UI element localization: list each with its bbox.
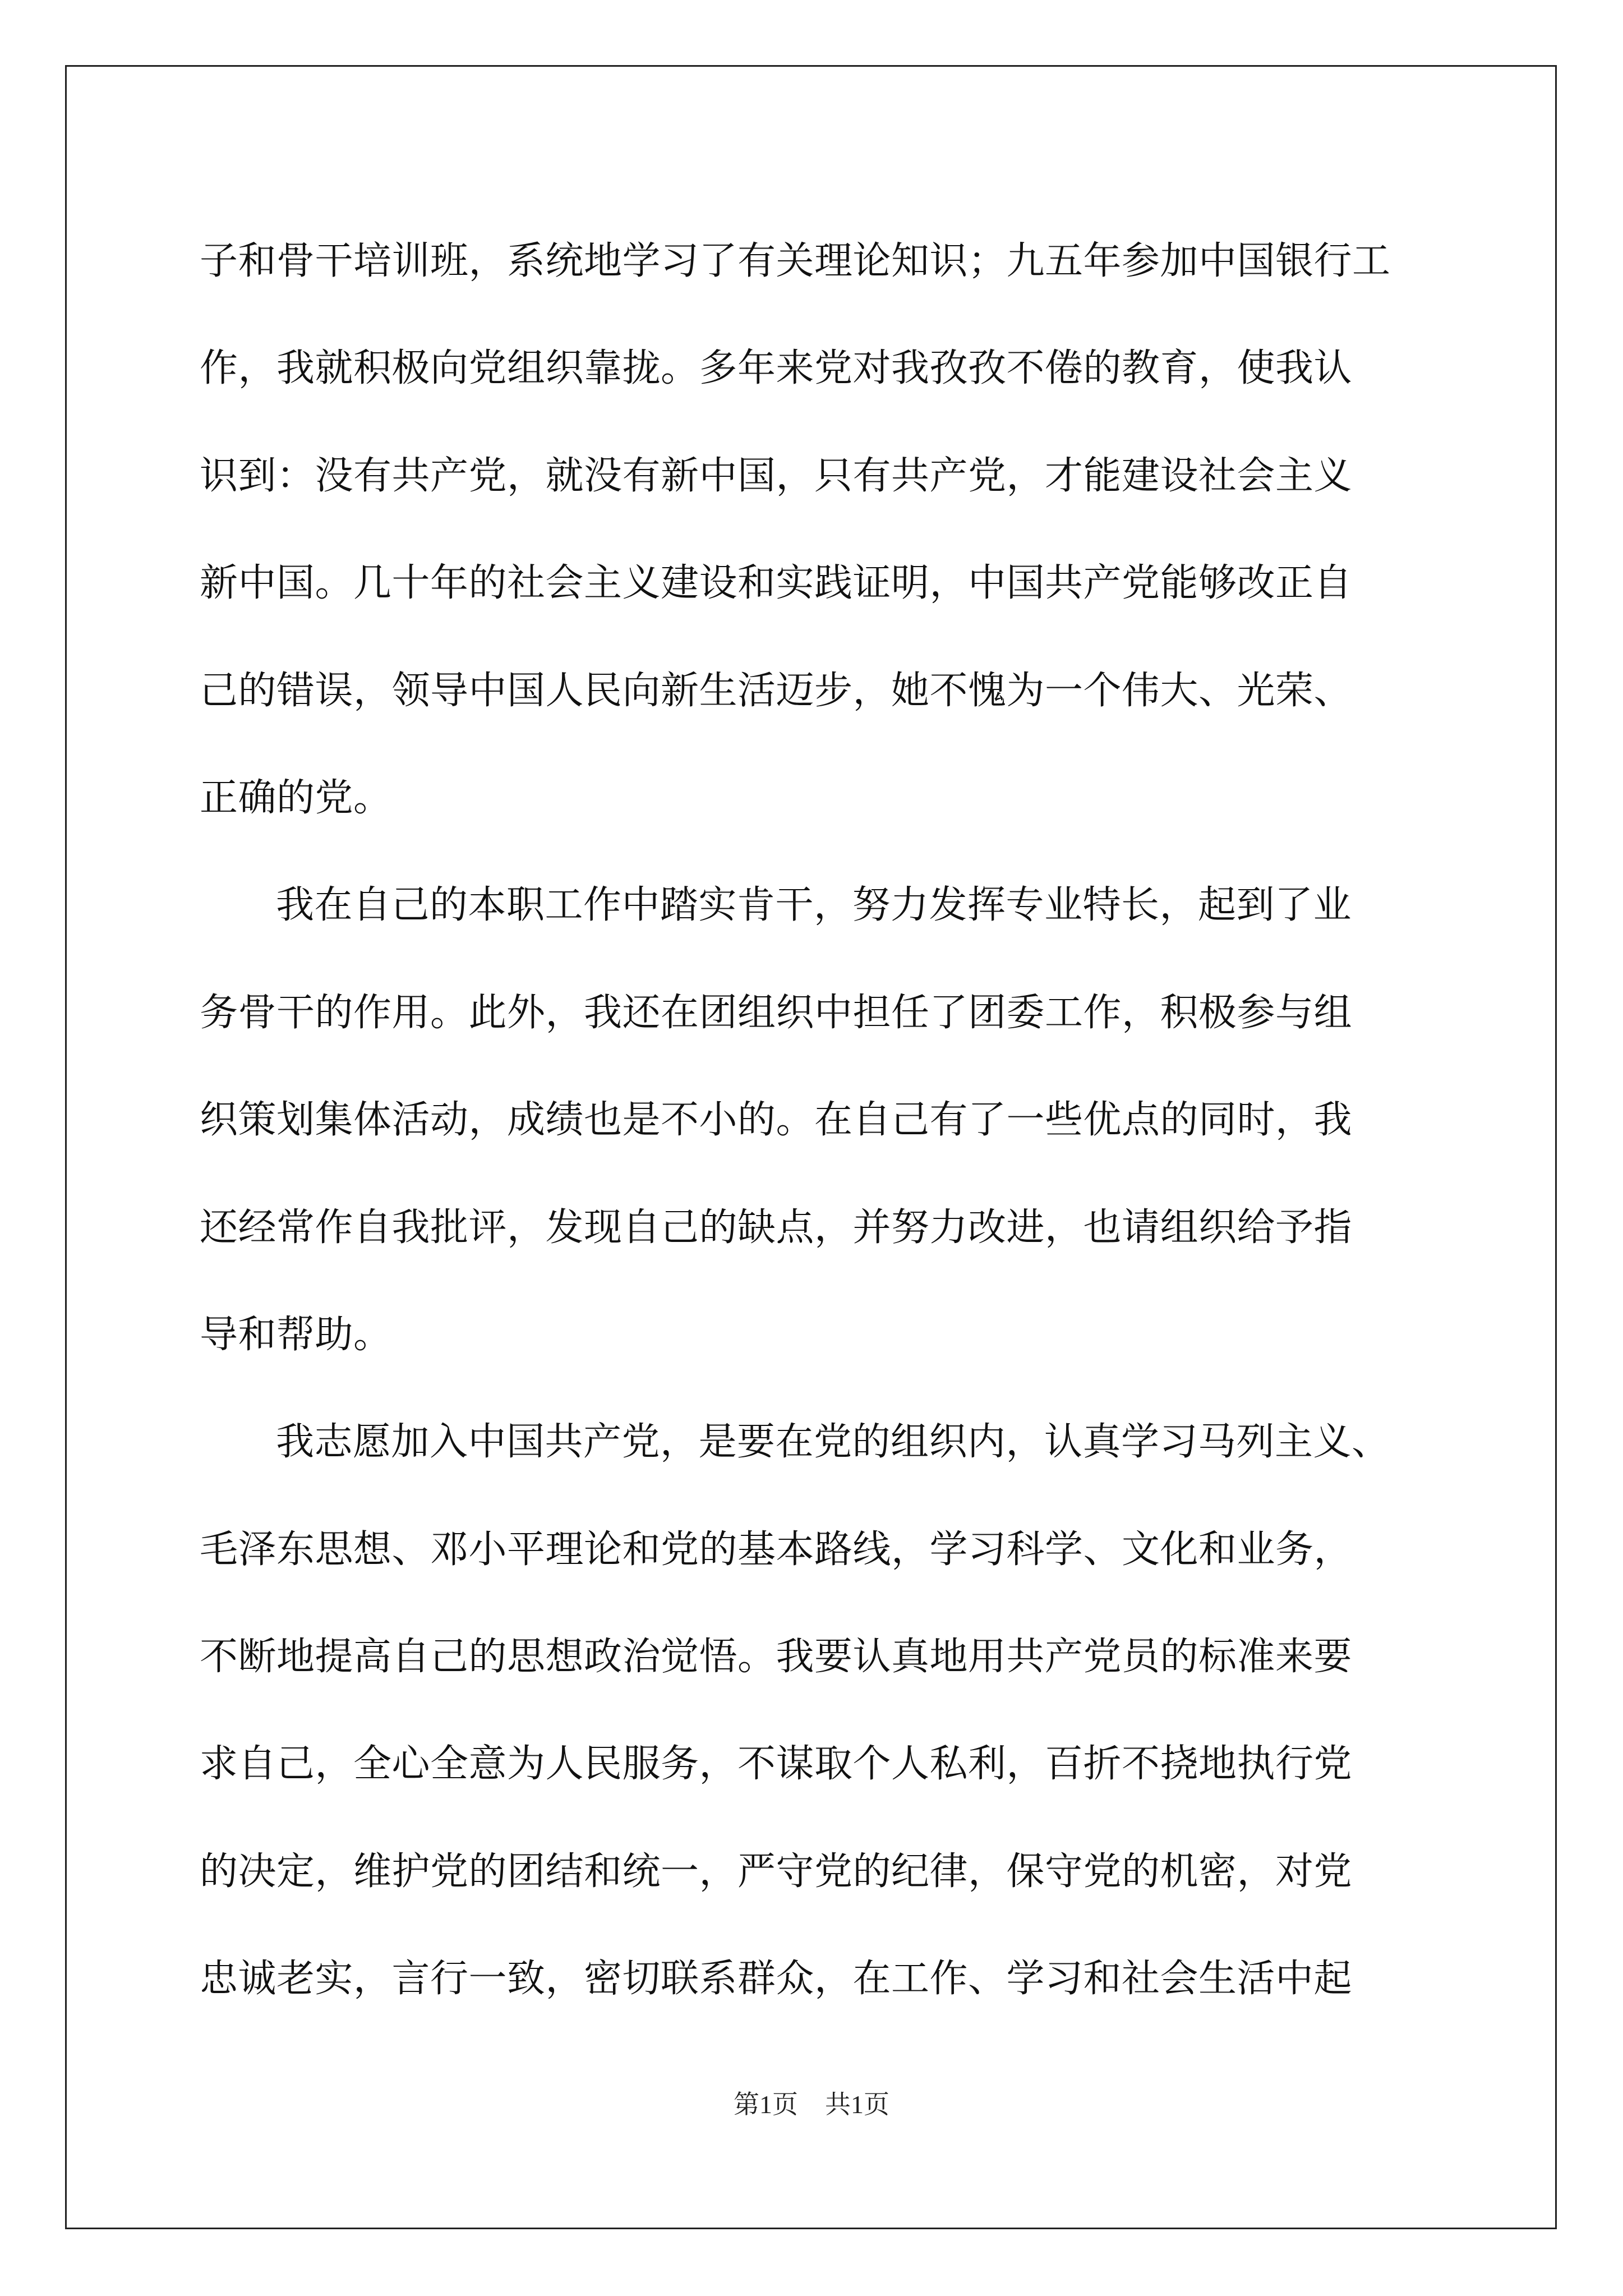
page-number: 第1页 [734, 2090, 798, 2119]
paragraph [200, 1388, 1464, 2032]
text-line: 新中国。几十年的社会主义建设和实践证明，中国共产党能够改正自 [200, 561, 1353, 606]
page-total: 共1页 [825, 2090, 889, 2119]
text-line: 务骨干的作用。此外，我还在团组织中担任了团委工作，积极参与组 [200, 990, 1353, 1035]
paragraph [200, 208, 1464, 852]
text-line: 我志愿加入中国共产党，是要在党的组织内，认真学习马列主义、 [276, 1420, 1390, 1465]
text-line: 毛泽东思想、邓小平理论和党的基本路线，学习科学、文化和业务， [200, 1527, 1353, 1572]
text-line: 的决定，维护党的团结和统一，严守党的纪律，保守党的机密，对党 [200, 1849, 1353, 1894]
page-footer [0, 2084, 1623, 2121]
text-line: 忠诚老实，言行一致，密切联系群众，在工作、学习和社会生活中起 [200, 1957, 1353, 2001]
text-line: 作，我就积极向党组织靠拢。多年来党对我孜孜不倦的教育，使我认 [200, 346, 1353, 391]
text-line: 己的错误，领导中国人民向新生活迈步，她不愧为一个伟大、光荣、 [200, 668, 1353, 713]
text-line: 子和骨干培训班，系统地学习了有关理论知识；九五年参加中国银行工 [200, 239, 1391, 283]
paragraph [200, 852, 1464, 1388]
text-line: 我在自己的本职工作中踏实肯干，努力发挥专业特长，起到了业 [276, 883, 1352, 928]
text-line: 识到：没有共产党，就没有新中国，只有共产党，才能建设社会主义 [200, 453, 1353, 498]
text-line: 不断地提高自己的思想政治觉悟。我要认真地用共产党员的标准来要 [200, 1635, 1353, 1680]
document-body [200, 208, 1464, 2033]
text-line: 导和帮助。 [200, 1312, 392, 1357]
text-line: 求自己，全心全意为人民服务，不谋取个人私利，百折不挠地执行党 [200, 1742, 1353, 1787]
text-line: 正确的党。 [200, 775, 392, 820]
text-line: 还经常作自我批评，发现自己的缺点，并努力改进，也请组织给予指 [200, 1205, 1353, 1250]
text-line: 织策划集体活动，成绩也是不小的。在自己有了一些优点的同时，我 [200, 1098, 1353, 1143]
